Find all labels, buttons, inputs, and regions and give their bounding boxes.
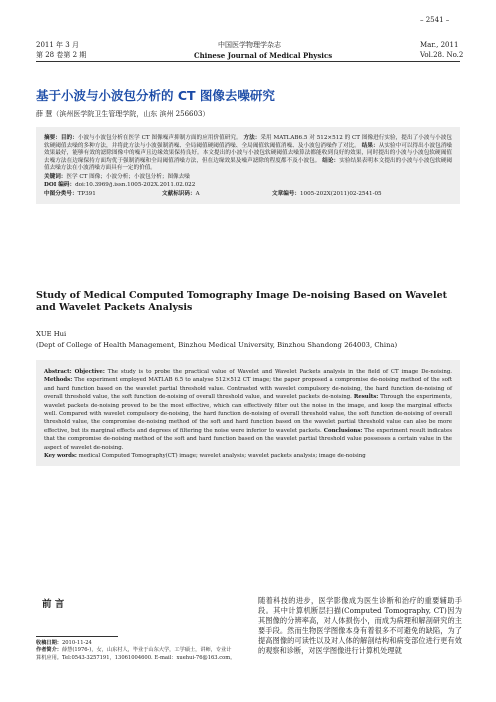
doc-code-label: 文献标识码： xyxy=(162,191,196,198)
class-number-value: TP391 xyxy=(77,191,96,198)
abstract-en-label-3: Results: xyxy=(353,394,379,401)
section-heading-preface: 前 言 xyxy=(42,599,65,610)
keywords-en-text: medical Computed Tomography(CT) image; wavelet analysis; wavelet packets analysis; image de-noising xyxy=(76,453,366,460)
abstract-en-text-2: The experiment employed MATLAB 6.5 to analyse 512×512 CT image; the paper proposed a compromise de-noising method of the soft and hard function based on the wavelet partial threshold value. Contrasted with wavelet compulsory de-noising, the hard function de-noising of overall threshold value, the soft function de-noising of overall threshold value, and wavelet packets de-noising. xyxy=(44,377,452,401)
abstract-cn xyxy=(44,135,452,173)
header-date-en: Mar., 2011 xyxy=(420,41,459,49)
doi-cn-value: doi:10.3969/j.issn.1005-202X.2011.02.022 xyxy=(75,181,196,188)
article-number-label: 文章编号： xyxy=(272,191,300,198)
journal-name-cn: 中国医学物理学杂志 xyxy=(218,41,281,49)
author-en: XUE Hui xyxy=(36,330,67,338)
footnote xyxy=(36,640,236,662)
page-number: – 2541 – xyxy=(420,16,450,24)
header-volume-cn: 第 28 卷第 2 期 xyxy=(36,51,87,59)
keywords-cn-label: 关键词： xyxy=(44,173,67,180)
abstract-cn-text-3: 从实验中可以得出小波包消噪效果最好，能够有效的滤除图像中的噪声且边缘效果保持良好。本文提出的小波与小波包软硬阈值去噪算法都能收到良好的效果，同时提出的小波与小波包软硬阈值去噪方法在边缘保持方面均优于强制消噪和全局阈值消噪方法，但在边缘效果及噪声滤除的程度都不及小波包。 xyxy=(44,142,452,164)
class-number-label: 中图分类号： xyxy=(44,191,78,198)
footnote-author xyxy=(36,647,236,662)
article-number-group xyxy=(272,190,382,198)
footnote-received-date: 2010-11-24 xyxy=(61,640,92,646)
abstract-cn-label-2: 方法： xyxy=(243,135,261,141)
doc-code-value: A xyxy=(195,191,200,198)
abstract-en-text-3: Through the experiments, wavelet packets de-noising proved to be the most effective, which can effectively filter out the noise in the image, and keep the marginal effects well. Compared with wavelet compulsory de-noising, the hard function de-noising of overall threshold value, the soft function de-noising of overall threshold value, the compromise de-noising method of the soft and hard function based on the wavelet partial threshold value can also be more effective, but its marginal effects and degrees of filtering the noise were inferior to wavelet packets. xyxy=(44,394,452,434)
affiliation-en: (Dept of College of Health Management, Binzhou Medical University, Binzhou Shandong 264003, China) xyxy=(36,341,398,349)
header-volume-en: Vol.28. No.2 xyxy=(420,51,464,59)
header-year: 2011 年 3 月 xyxy=(36,41,79,49)
doc-code-group xyxy=(162,190,272,198)
abstract-cn-label-4: 结论： xyxy=(322,157,340,164)
abstract-en-box xyxy=(36,360,460,466)
title-en: Study of Medical Computed Tomography Image De-noising Based on Wavelet and Wavelet Packets Analysis xyxy=(36,290,448,313)
abstract-cn-text-4: 实验结果表明本文提出的小波与小波包软硬阈值去噪方法在小波消噪方面具有一定的价值。 xyxy=(44,157,452,172)
abstract-en-label-4: Conclusions: xyxy=(323,427,363,434)
abstract-en-label-2: Methods: xyxy=(44,377,73,384)
body-text: 随着科技的进步，医学影像成为医生诊断和治疗的重要辅助手段。其中计算机断层扫描(Computed Tomography, CT)因为其图像的分辨率高，对人体损伤小，而成为病理和解剖研究的主要手段。然而生物医学图像本身有着很多不可避免的缺陷，为了提高图像的可读性以及对人体的解剖结构和病变部位进行更有效的观察和诊断，对医学图像进行计算机处理就 xyxy=(258,596,462,655)
abstract-en-text-1: The study is to probe the practical value of Wavelet and Wavelet Packets analysis in the field of CT image De-noising. xyxy=(104,369,452,375)
article-number-value: 1005-202X(2011)02-2541-05 xyxy=(299,191,382,198)
abstract-en-label-1: Abstract: Objective: xyxy=(44,369,105,375)
abstract-cn-box xyxy=(36,127,460,204)
keywords-cn xyxy=(44,174,452,182)
classification-row xyxy=(44,190,452,198)
title-cn: 基于小波与小波包分析的 CT 图像去噪研究 xyxy=(36,88,275,103)
author-cn: 薛 慧（滨州医学院卫生管理学院，山东 滨州 256603） xyxy=(36,110,210,118)
footnote-author-label: 作者简介： xyxy=(36,647,62,654)
keywords-en-label: Key words: xyxy=(44,453,77,460)
footnote-author-text: 薛慧(1976-)，女，山东村人，毕业于山东大学，工学硕士，讲师，专业计算机应用。Tel:0543-3257191，13061004600. E-mail：xuehui-76@163.com。 xyxy=(36,647,236,661)
doi-cn xyxy=(44,182,452,190)
doi-cn-label: DOI 编码： xyxy=(44,181,76,188)
abstract-cn-label-3: 结果： xyxy=(361,142,379,149)
abstract-en-text-4: The experiment result indicates that the compromise de-noising method of the soft and hard function based on the wavelet partial threshold value possesses a certain value in the aspect of wavelet de-noising. xyxy=(44,427,452,451)
journal-name-en: Chinese Journal of Medical Physics xyxy=(194,51,333,60)
abstract-en xyxy=(44,368,452,452)
keywords-cn-text: 医学 CT 图像；小波分析；小波包分析；图像去噪 xyxy=(66,173,190,180)
footnote-rule xyxy=(36,636,118,637)
header-rule xyxy=(36,61,460,62)
footnote-received-label: 收稿日期： xyxy=(36,640,62,646)
abstract-cn-text-1: 小波与小波包分析在医学 CT 图像噪声抑制方面的应用价值研究。 xyxy=(77,135,242,141)
abstract-cn-label-1: 摘要：目的： xyxy=(44,135,78,141)
abstract-cn-text-2: 采用 MATLAB6.5 对 512×512 的 CT 图像进行实验，提出了小波与小波包软硬阈值去噪的多种方法，并将此方法与小波强制消噪、全局阈值硬阈值消噪、全局阈值软阈值消噪、及小波包消噪作了对比。 xyxy=(44,135,452,149)
class-number-group xyxy=(44,190,162,198)
keywords-en xyxy=(44,452,452,460)
